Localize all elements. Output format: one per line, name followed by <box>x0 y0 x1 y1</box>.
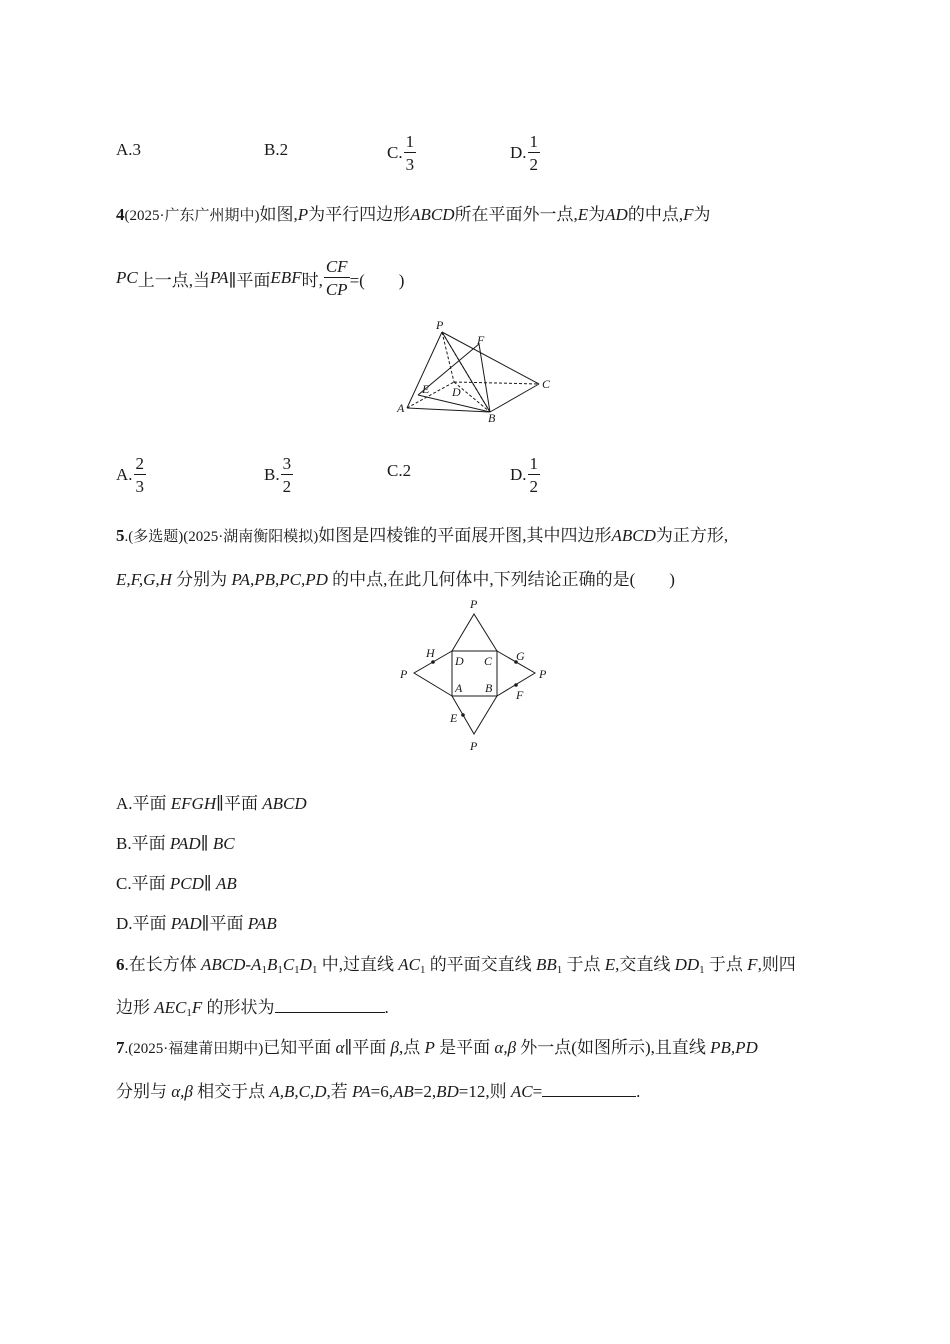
q7-line-2: 分别与 α,β 相交于点 A,B,C,D,若 PA=6,AB=2,BD=12,则 AC= . <box>116 1082 641 1101</box>
q5-line-1: 5.(多选题)(2025·湖南衡阳模拟)如图是四棱锥的平面展开图,其中四边形ABCD为正方形, <box>116 526 729 545</box>
answer-blank[interactable] <box>542 1080 636 1097</box>
label-p-top: P <box>470 597 478 611</box>
label-c: C <box>484 654 493 668</box>
label-p-left: P <box>400 667 408 681</box>
q5-option-b: B.平面 PAD∥ BC <box>116 834 235 853</box>
label-b: B <box>488 411 496 425</box>
label-p: P <box>436 318 444 332</box>
label-p-bottom: P <box>470 739 478 753</box>
answer-blank[interactable] <box>275 996 385 1013</box>
label-d: D <box>455 654 464 668</box>
q3-option-a: A. 3 <box>116 140 142 159</box>
fraction: $\frac{1}{2}$ <box>529 132 539 174</box>
fraction: $\frac{1}{3}$ <box>405 132 415 174</box>
fraction: $\frac{3}{2}$ <box>282 454 292 496</box>
q3-option-d: D. $\frac{1}{2}$ <box>510 132 539 174</box>
label-f: F <box>516 688 524 702</box>
q6-line-1: 6.在长方体 ABCD-$A_1B_1C_1D_1$ 中,过直线 $AC_1$ 的平面交直线 $BB_1$ 于点 E,交直线 $DD_1$ 于点 F,则四 <box>116 955 796 976</box>
label-f: F <box>477 333 485 347</box>
q4-pyramid-figure <box>392 316 562 428</box>
q4-line-2: PC 上一点,当 PA ∥平面 EBF 时, $\frac{CF}{CP}$ =( ) <box>116 257 405 299</box>
label-p-right: P <box>539 667 547 681</box>
q5-option-c: C.平面 PCD∥ AB <box>116 874 237 893</box>
q4-option-b: B. $\frac{3}{2}$ <box>264 454 292 496</box>
q4-line-1: 4(2025·广东广州期中)如图,P为平行四边形ABCD所在平面外一点,E为AD的中点,F为 <box>116 205 711 224</box>
label-b: B <box>485 681 493 695</box>
label-e: E <box>422 382 430 396</box>
q4-option-c: C. 2 <box>387 461 412 480</box>
label-a: A <box>455 681 463 695</box>
fraction-cf-cp: $\frac{CF}{CP}$ <box>325 257 348 299</box>
label-g: G <box>516 649 525 663</box>
q3-option-b: B. 2 <box>264 140 289 159</box>
label-d: D <box>452 385 461 399</box>
label-c: C <box>542 377 551 391</box>
q7-line-1: 7.(2025·福建莆田期中)已知平面 α∥平面 β,点 P 是平面 α,β 外一点(如图所示),且直线 PB,PD <box>116 1038 758 1057</box>
q5-net-figure <box>396 594 556 756</box>
fraction: $\frac{1}{2}$ <box>529 454 539 496</box>
q3-option-c: C. $\frac{1}{3}$ <box>387 132 415 174</box>
q5-option-d: D.平面 PAD∥平面 PAB <box>116 914 277 933</box>
label-e: E <box>450 711 458 725</box>
q6-line-2: 边形 $AEC_1F$ 的形状为 . <box>116 998 389 1019</box>
label-h: H <box>426 646 435 660</box>
q5-option-a: A.平面 EFGH∥平面 ABCD <box>116 794 307 813</box>
q4-option-a: A. $\frac{2}{3}$ <box>116 454 145 496</box>
q4-option-d: D. $\frac{1}{2}$ <box>510 454 539 496</box>
label-a: A <box>397 401 405 415</box>
q5-line-2: E,F,G,H 分别为 PA,PB,PC,PD 的中点,在此几何体中,下列结论正确的是( ) <box>116 570 675 589</box>
fraction: $\frac{2}{3}$ <box>135 454 145 496</box>
